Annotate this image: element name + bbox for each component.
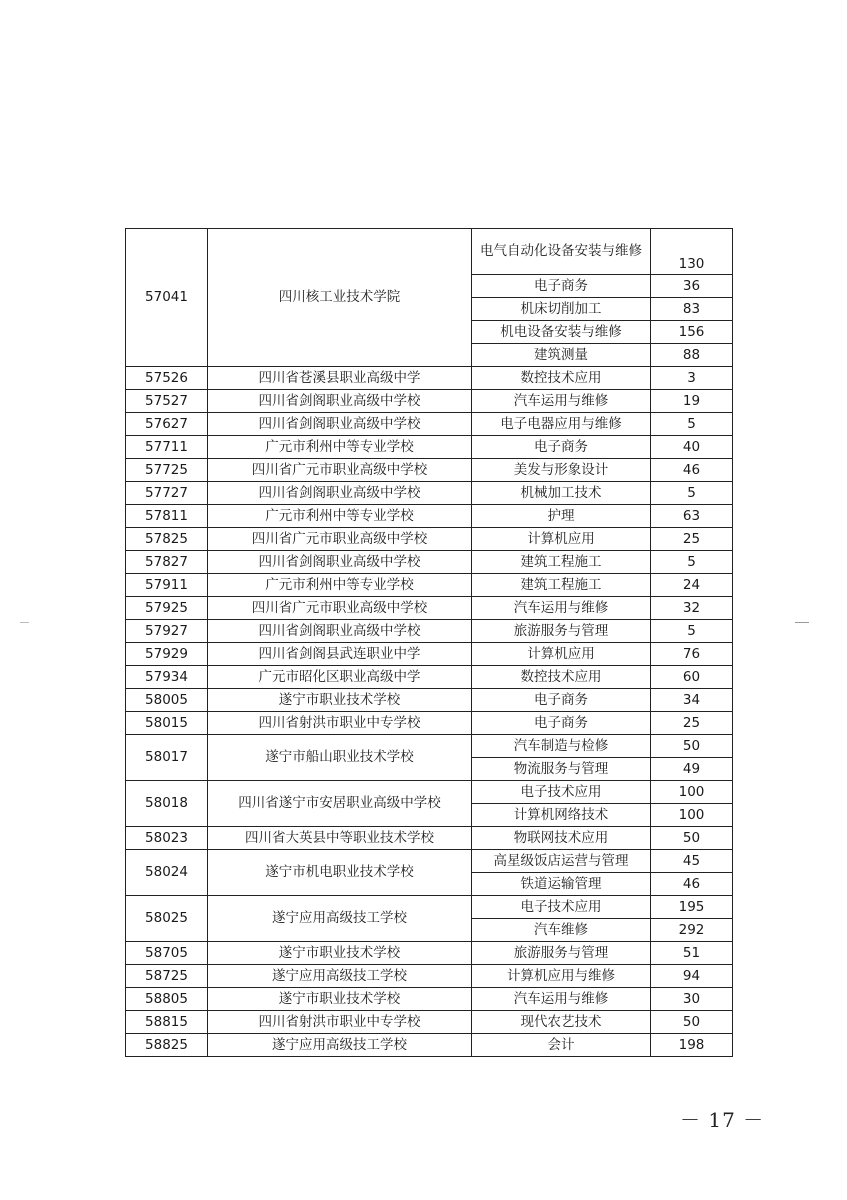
table-row — [126, 367, 733, 390]
major-name-cell: 铁道运输管理 — [472, 873, 651, 896]
school-name-cell: 遂宁应用高级技工学校 — [208, 896, 472, 942]
table-row — [126, 390, 733, 413]
enrollment-count-cell: 40 — [651, 436, 733, 459]
enrollment-count-cell: 45 — [651, 850, 733, 873]
enrollment-count-cell: 76 — [651, 643, 733, 666]
school-name-cell: 四川省剑阁县武连职业中学 — [208, 643, 472, 666]
major-name-cell: 电子电器应用与维修 — [472, 413, 651, 436]
major-name-cell: 电子商务 — [472, 712, 651, 735]
enrollment-count-cell: 19 — [651, 390, 733, 413]
school-code-cell: 57527 — [126, 390, 208, 413]
school-name-cell: 广元市昭化区职业高级中学 — [208, 666, 472, 689]
table-row — [126, 896, 733, 919]
major-name-cell: 汽车运用与维修 — [472, 597, 651, 620]
scan-mark-right — [795, 622, 809, 623]
school-code-cell: 58023 — [126, 827, 208, 850]
enrollment-count-cell: 100 — [651, 804, 733, 827]
school-name-cell: 四川省广元市职业高级中学校 — [208, 528, 472, 551]
enrollment-count-cell: 49 — [651, 758, 733, 781]
major-name-cell: 物联网技术应用 — [472, 827, 651, 850]
major-name-cell: 计算机应用 — [472, 643, 651, 666]
table-row — [126, 965, 733, 988]
major-name-cell: 会计 — [472, 1034, 651, 1057]
school-name-cell: 四川省射洪市职业中专学校 — [208, 712, 472, 735]
school-code-cell: 58815 — [126, 1011, 208, 1034]
school-name-cell: 遂宁市职业技术学校 — [208, 988, 472, 1011]
table-row — [126, 942, 733, 965]
major-name-cell: 建筑工程施工 — [472, 574, 651, 597]
school-name-cell: 遂宁应用高级技工学校 — [208, 1034, 472, 1057]
major-name-cell: 电子技术应用 — [472, 896, 651, 919]
major-name-cell: 建筑工程施工 — [472, 551, 651, 574]
enrollment-count-cell: 60 — [651, 666, 733, 689]
enrollment-count-cell: 46 — [651, 873, 733, 896]
table-row — [126, 528, 733, 551]
table-row — [126, 1034, 733, 1057]
enrollment-count-cell: 36 — [651, 275, 733, 298]
scan-mark-left — [20, 622, 29, 623]
major-name-cell: 护理 — [472, 505, 651, 528]
school-name-cell: 四川省剑阁职业高级中学校 — [208, 620, 472, 643]
school-name-cell: 广元市利州中等专业学校 — [208, 436, 472, 459]
table-row — [126, 689, 733, 712]
school-name-cell: 四川省剑阁职业高级中学校 — [208, 551, 472, 574]
table-row — [126, 505, 733, 528]
major-name-cell: 数控技术应用 — [472, 367, 651, 390]
school-name-cell: 遂宁应用高级技工学校 — [208, 965, 472, 988]
school-code-cell: 57811 — [126, 505, 208, 528]
major-name-cell: 物流服务与管理 — [472, 758, 651, 781]
enrollment-count-cell: 195 — [651, 896, 733, 919]
school-code-cell: 57934 — [126, 666, 208, 689]
school-name-cell: 遂宁市机电职业技术学校 — [208, 850, 472, 896]
enrollment-count-cell: 25 — [651, 712, 733, 735]
school-name-cell: 四川核工业技术学院 — [208, 229, 472, 367]
enrollment-table — [125, 228, 733, 1057]
major-name-cell: 旅游服务与管理 — [472, 942, 651, 965]
school-code-cell: 58017 — [126, 735, 208, 781]
table-row — [126, 712, 733, 735]
table-row — [126, 781, 733, 804]
school-code-cell: 57711 — [126, 436, 208, 459]
enrollment-count-cell: 3 — [651, 367, 733, 390]
enrollment-count-cell: 50 — [651, 1011, 733, 1034]
school-code-cell: 57825 — [126, 528, 208, 551]
school-code-cell: 58015 — [126, 712, 208, 735]
enrollment-count-cell: 32 — [651, 597, 733, 620]
table-row — [126, 551, 733, 574]
school-name-cell: 四川省广元市职业高级中学校 — [208, 459, 472, 482]
table-row — [126, 850, 733, 873]
enrollment-count-cell: 156 — [651, 321, 733, 344]
school-name-cell: 四川省剑阁职业高级中学校 — [208, 390, 472, 413]
enrollment-count-cell: 130 — [651, 229, 733, 275]
table-row — [126, 574, 733, 597]
major-name-cell: 高星级饭店运营与管理 — [472, 850, 651, 873]
enrollment-count-cell: 198 — [651, 1034, 733, 1057]
enrollment-count-cell: 88 — [651, 344, 733, 367]
school-name-cell: 四川省剑阁职业高级中学校 — [208, 413, 472, 436]
school-code-cell: 57927 — [126, 620, 208, 643]
school-name-cell: 四川省遂宁市安居职业高级中学校 — [208, 781, 472, 827]
major-name-cell: 汽车运用与维修 — [472, 988, 651, 1011]
enrollment-count-cell: 24 — [651, 574, 733, 597]
enrollment-count-cell: 30 — [651, 988, 733, 1011]
major-name-cell: 汽车维修 — [472, 919, 651, 942]
school-code-cell: 58725 — [126, 965, 208, 988]
school-code-cell: 57911 — [126, 574, 208, 597]
table-row — [126, 988, 733, 1011]
school-name-cell: 广元市利州中等专业学校 — [208, 505, 472, 528]
enrollment-count-cell: 100 — [651, 781, 733, 804]
major-name-cell: 电子商务 — [472, 275, 651, 298]
page-number: － 17 － — [680, 1108, 765, 1132]
table-row — [126, 436, 733, 459]
school-code-cell: 58005 — [126, 689, 208, 712]
enrollment-count-cell: 50 — [651, 827, 733, 850]
school-code-cell: 57041 — [126, 229, 208, 367]
school-code-cell: 58805 — [126, 988, 208, 1011]
enrollment-count-cell: 83 — [651, 298, 733, 321]
enrollment-count-cell: 50 — [651, 735, 733, 758]
major-name-cell: 汽车运用与维修 — [472, 390, 651, 413]
school-code-cell: 58024 — [126, 850, 208, 896]
major-name-cell: 机械加工技术 — [472, 482, 651, 505]
enrollment-count-cell: 51 — [651, 942, 733, 965]
major-name-cell: 建筑测量 — [472, 344, 651, 367]
enrollment-count-cell: 25 — [651, 528, 733, 551]
major-name-cell: 美发与形象设计 — [472, 459, 651, 482]
table-row — [126, 827, 733, 850]
school-code-cell: 57725 — [126, 459, 208, 482]
school-code-cell: 58025 — [126, 896, 208, 942]
table-row — [126, 620, 733, 643]
school-code-cell: 57925 — [126, 597, 208, 620]
major-name-cell: 计算机网络技术 — [472, 804, 651, 827]
table-row — [126, 459, 733, 482]
school-code-cell: 57526 — [126, 367, 208, 390]
enrollment-count-cell: 5 — [651, 551, 733, 574]
major-name-cell: 旅游服务与管理 — [472, 620, 651, 643]
school-name-cell: 遂宁市职业技术学校 — [208, 689, 472, 712]
major-name-cell: 电子商务 — [472, 436, 651, 459]
major-name-cell: 计算机应用 — [472, 528, 651, 551]
enrollment-count-cell: 5 — [651, 413, 733, 436]
school-name-cell: 遂宁市职业技术学校 — [208, 942, 472, 965]
table-row — [126, 597, 733, 620]
school-code-cell: 57827 — [126, 551, 208, 574]
enrollment-count-cell: 5 — [651, 620, 733, 643]
enrollment-count-cell: 94 — [651, 965, 733, 988]
major-name-cell: 计算机应用与维修 — [472, 965, 651, 988]
major-name-cell: 电气自动化设备安装与维修 — [472, 229, 651, 275]
table-row — [126, 482, 733, 505]
enrollment-count-cell: 34 — [651, 689, 733, 712]
school-code-cell: 57727 — [126, 482, 208, 505]
school-name-cell: 四川省苍溪县职业高级中学 — [208, 367, 472, 390]
enrollment-count-cell: 5 — [651, 482, 733, 505]
school-name-cell: 四川省广元市职业高级中学校 — [208, 597, 472, 620]
enrollment-count-cell: 46 — [651, 459, 733, 482]
major-name-cell: 电子商务 — [472, 689, 651, 712]
school-code-cell: 57929 — [126, 643, 208, 666]
enrollment-count-cell: 292 — [651, 919, 733, 942]
major-name-cell: 数控技术应用 — [472, 666, 651, 689]
table-row — [126, 1011, 733, 1034]
school-code-cell: 57627 — [126, 413, 208, 436]
table-row — [126, 643, 733, 666]
major-name-cell: 汽车制造与检修 — [472, 735, 651, 758]
school-name-cell: 四川省射洪市职业中专学校 — [208, 1011, 472, 1034]
major-name-cell: 现代农艺技术 — [472, 1011, 651, 1034]
school-code-cell: 58825 — [126, 1034, 208, 1057]
major-name-cell: 机床切削加工 — [472, 298, 651, 321]
school-code-cell: 58018 — [126, 781, 208, 827]
enrollment-count-cell: 63 — [651, 505, 733, 528]
school-name-cell: 四川省大英县中等职业技术学校 — [208, 827, 472, 850]
major-name-cell: 机电设备安装与维修 — [472, 321, 651, 344]
table-row — [126, 735, 733, 758]
school-name-cell: 四川省剑阁职业高级中学校 — [208, 482, 472, 505]
school-code-cell: 58705 — [126, 942, 208, 965]
table-row — [126, 666, 733, 689]
school-name-cell: 遂宁市船山职业技术学校 — [208, 735, 472, 781]
table-row — [126, 413, 733, 436]
major-name-cell: 电子技术应用 — [472, 781, 651, 804]
table-row — [126, 229, 733, 275]
school-name-cell: 广元市利州中等专业学校 — [208, 574, 472, 597]
